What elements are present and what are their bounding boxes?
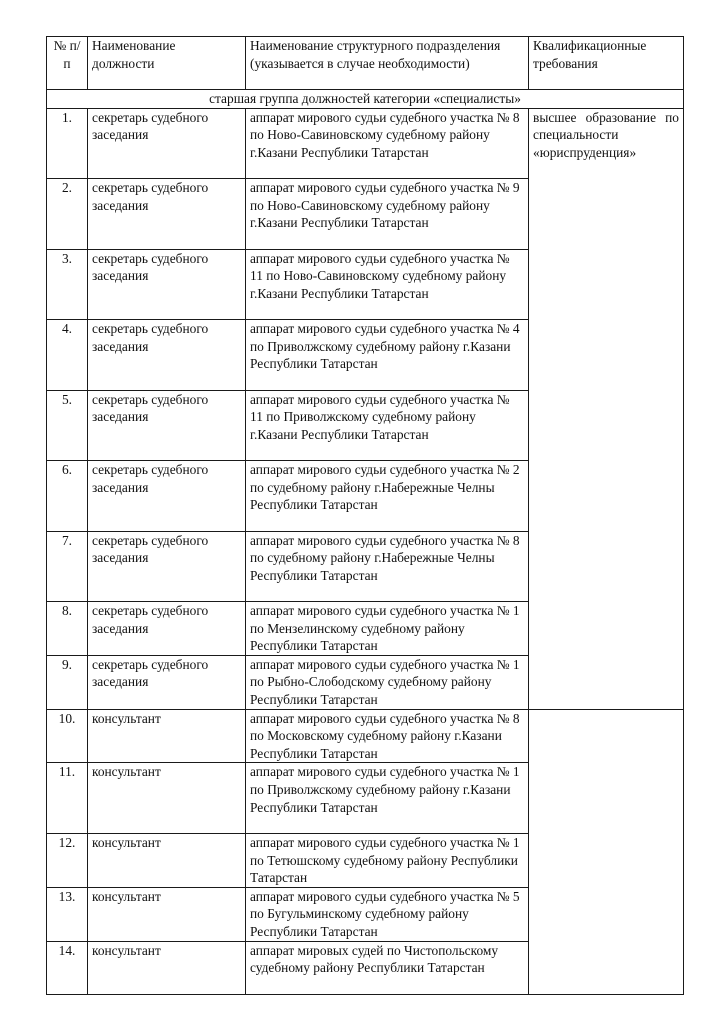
row-division: аппарат мирового судьи судебного участка № 11 по Ново-Савиновскому судебному району г.Казани Республики Татарстан bbox=[246, 249, 529, 320]
header-position: Наименование должности bbox=[88, 37, 246, 90]
row-division: аппарат мирового судьи судебного участка № 11 по Приволжскому судебному району г.Казани Республики Татарстан bbox=[246, 390, 529, 461]
row-num: 6. bbox=[47, 461, 88, 532]
row-division: аппарат мирового судьи судебного участка № 1 по Мензелинскому судебному району Республики Татарстан bbox=[246, 602, 529, 656]
row-division: аппарат мирового судьи судебного участка № 8 по судебному району г.Набережные Челны Республики Татарстан bbox=[246, 531, 529, 602]
row-num: 3. bbox=[47, 249, 88, 320]
row-division: аппарат мирового судьи судебного участка № 8 по Ново-Савиновскому судебному району г.Казани Республики Татарстан bbox=[246, 108, 529, 179]
row-position: секретарь судебного заседания bbox=[88, 655, 246, 709]
row-position: секретарь судебного заседания bbox=[88, 249, 246, 320]
positions-table bbox=[46, 36, 684, 995]
row-num: 2. bbox=[47, 179, 88, 250]
row-division: аппарат мирового судьи судебного участка № 1 по Рыбно-Слободскому судебному району Республики Татарстан bbox=[246, 655, 529, 709]
row-position: секретарь судебного заседания bbox=[88, 108, 246, 179]
row-position: секретарь судебного заседания bbox=[88, 390, 246, 461]
table-row bbox=[47, 108, 684, 179]
row-num: 7. bbox=[47, 531, 88, 602]
row-position: секретарь судебного заседания bbox=[88, 179, 246, 250]
row-num: 1. bbox=[47, 108, 88, 179]
row-position: консультант bbox=[88, 833, 246, 887]
row-position: консультант bbox=[88, 763, 246, 834]
row-division: аппарат мировых судей по Чистопольскому судебному району Республики Татарстан bbox=[246, 941, 529, 994]
row-position: секретарь судебного заседания bbox=[88, 461, 246, 532]
row-num: 14. bbox=[47, 941, 88, 994]
table-header-row bbox=[47, 37, 684, 90]
row-num: 5. bbox=[47, 390, 88, 461]
row-position: секретарь судебного заседания bbox=[88, 602, 246, 656]
row-position: консультант bbox=[88, 941, 246, 994]
row-division: аппарат мирового судьи судебного участка № 2 по судебному району г.Набережные Челны Республики Татарстан bbox=[246, 461, 529, 532]
table-row bbox=[47, 709, 684, 763]
header-qualification: Квалификационные требования bbox=[529, 37, 684, 90]
qualification-text: высшее образование по специальности «юриспруденция» bbox=[533, 109, 679, 160]
row-division: аппарат мирового судьи судебного участка № 5 по Бугульминскому судебному району Республики Татарстан bbox=[246, 887, 529, 941]
group-row bbox=[47, 90, 684, 109]
row-num: 8. bbox=[47, 602, 88, 656]
row-num: 9. bbox=[47, 655, 88, 709]
row-division: аппарат мирового судьи судебного участка № 1 по Тетюшскому судебному району Республики Татарстан bbox=[246, 833, 529, 887]
group-title: старшая группа должностей категории «специалисты» bbox=[47, 90, 684, 109]
row-num: 10. bbox=[47, 709, 88, 763]
qualification-requirements bbox=[529, 108, 684, 709]
row-num: 4. bbox=[47, 320, 88, 391]
row-division: аппарат мирового судьи судебного участка № 8 по Московскому судебному району г.Казани Республики Татарстан bbox=[246, 709, 529, 763]
row-num: 13. bbox=[47, 887, 88, 941]
row-division: аппарат мирового судьи судебного участка № 1 по Приволжскому судебному району г.Казани Республики Татарстан bbox=[246, 763, 529, 834]
row-division: аппарат мирового судьи судебного участка № 9 по Ново-Савиновскому судебному району г.Казани Республики Татарстан bbox=[246, 179, 529, 250]
row-position: консультант bbox=[88, 887, 246, 941]
row-num: 12. bbox=[47, 833, 88, 887]
row-position: секретарь судебного заседания bbox=[88, 320, 246, 391]
header-num: № п/п bbox=[47, 37, 88, 90]
header-division: Наименование структурного подразделения (указывается в случае необходимости) bbox=[246, 37, 529, 90]
row-position: секретарь судебного заседания bbox=[88, 531, 246, 602]
row-num: 11. bbox=[47, 763, 88, 834]
row-position: консультант bbox=[88, 709, 246, 763]
qualification-requirements-empty bbox=[529, 709, 684, 994]
row-division: аппарат мирового судьи судебного участка № 4 по Приволжскому судебному району г.Казани Республики Татарстан bbox=[246, 320, 529, 391]
